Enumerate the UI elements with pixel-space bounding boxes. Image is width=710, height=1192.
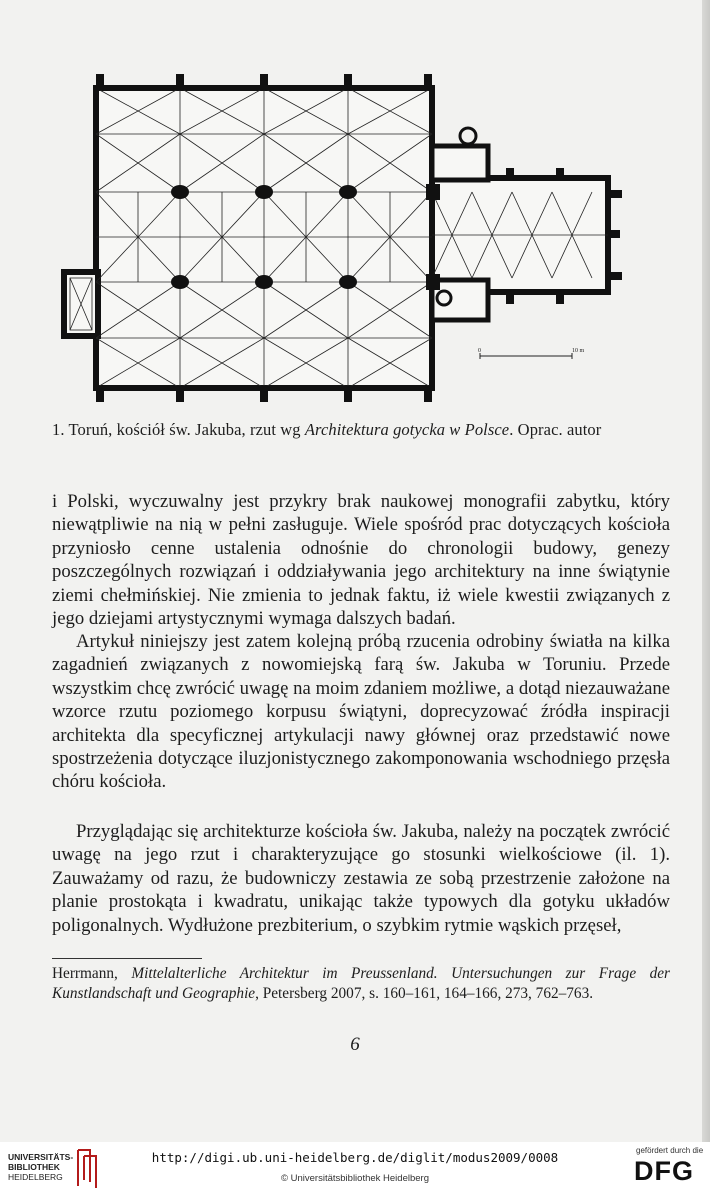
footnote-rule xyxy=(52,958,202,959)
footnote-details: , Petersberg 2007, s. 160–161, 164–166, 273, 762–763. xyxy=(255,985,594,1002)
plan-scale-bar xyxy=(480,353,572,359)
funding-note: gefördert durch die xyxy=(636,1146,704,1155)
caption-prefix: 1. Toruń, kościół św. Jakuba, rzut wg xyxy=(52,420,305,439)
church-floor-plan xyxy=(52,66,652,406)
paragraph-1 xyxy=(52,490,670,630)
caption-suffix: . Oprac. autor xyxy=(509,420,602,439)
paragraph-2 xyxy=(52,630,670,794)
library-line-1: UNIVERSITÄTS- xyxy=(8,1152,74,1162)
paragraph-3 xyxy=(52,820,670,937)
page-number: 6 xyxy=(350,1034,360,1055)
plan-scale-end: 10 m xyxy=(572,348,585,354)
paragraph-3-text: Przyglądając się architekturze kościoła św. Jakuba, należy na początek zwrócić uwagę na jego rzut i charakteryzujące go stosunki wielkościowe (il. 1). Zauważamy od razu, że budowniczy zestawia ze sobą przestrzenie założone na planie prostokąta i kwadratu, unikając także typowych dla gotyku układów poligonalnych. Wydłużone prezbiterium, o szybkim rytmie wąskich przęseł, xyxy=(52,821,670,936)
caption-source-title: Architektura gotycka w Polsce xyxy=(304,420,510,439)
footnote-title: Mittelalterliche Architektur im Preussenland. Untersuchungen zur Frage der Kunstlandschaft und Geographie xyxy=(52,965,670,1002)
dfg-logo: DFG xyxy=(634,1156,694,1186)
paragraph-1-text: i Polski, wyczuwalny jest przykry brak naukowej monografii zabytku, który niewątpliwie na nią w pełni zasługuje. Wiele spośród prac dotyczących kościoła przyniosło cenne ustalenia odnośnie do chronologii budowy, genezy poszczególnych rozwiązań i oddziaływania jego architektury na inne świątynie ziemi chełmińskiej. Nie zmienia to jednak faktu, iż wiele kwestii związanych z jego dziejami artystycznymi wymaga dalszych badań. xyxy=(52,491,670,630)
library-line-2: BIBLIOTHEK xyxy=(8,1162,60,1172)
paragraph-2-text: Artykuł niniejszy jest zatem kolejną próbą rzucenia odrobiny światła na kilka zagadnień związanych z nowomiejską farą św. Jakuba w Toruniu. Przede wszystkim chcę zwrócić uwagę na moim zdaniem możliwe, a dotąd niezauważane wzorce rzutu poziomego korpusu świątyni, doprecyzować źródła inspiracji architekta dla specyficznej artykulacji nawy głównej oraz przedstawić nowe spostrzeżenia dotyczące iluzjonistycznego zakomponowania wschodniego przęsła chóru kościoła. xyxy=(52,631,670,793)
figure-caption xyxy=(52,420,652,440)
plan-scale-start: 0 xyxy=(478,348,481,354)
footnote-author: Herrmann, xyxy=(52,965,132,982)
page-edge xyxy=(702,0,710,1142)
library-line-3: HEIDELBERG xyxy=(8,1172,63,1182)
plan-north-annex xyxy=(432,146,488,180)
source-url-link[interactable]: http://digi.ub.uni-heidelberg.de/diglit/modus2009/0008 xyxy=(151,1150,559,1165)
copyright-notice: © Universitätsbibliothek Heidelberg xyxy=(281,1173,429,1184)
footnote xyxy=(52,964,670,1004)
plan-south-annex xyxy=(432,280,488,320)
